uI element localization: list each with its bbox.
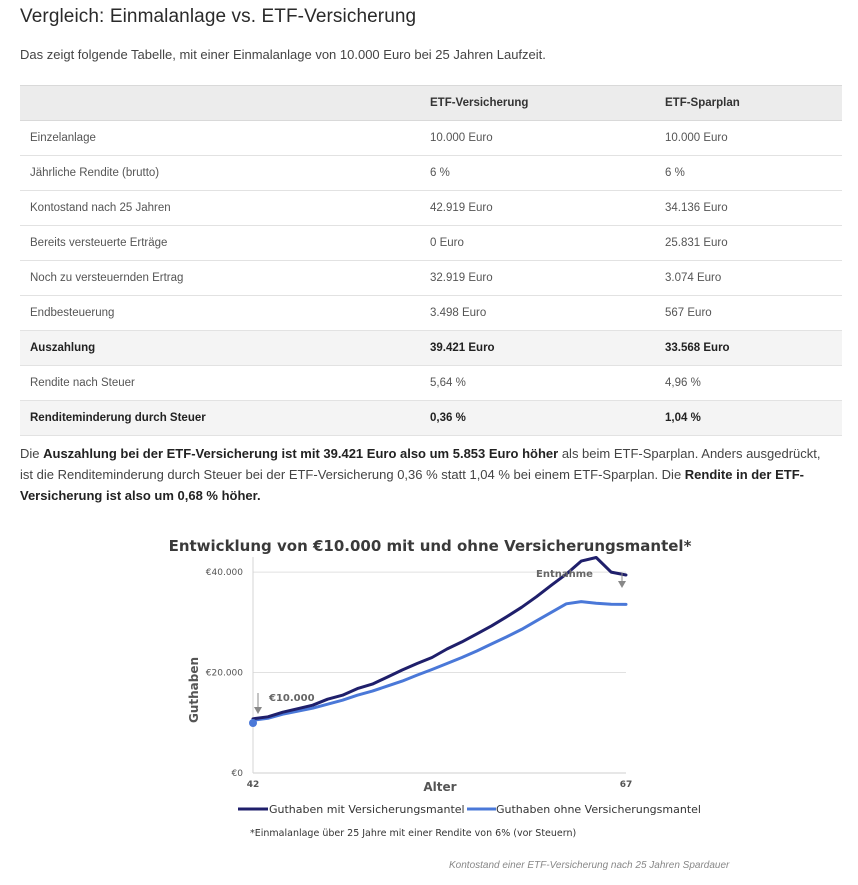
chart-legend [238, 803, 701, 816]
table-row [20, 156, 842, 191]
summary-text-1: Die [20, 446, 44, 461]
header-cell-etf-sparplan: ETF-Sparplan [655, 86, 842, 121]
annotation-entnahme-label: Entnahme [536, 569, 593, 580]
row-value-versicherung: 3.498 Euro [420, 296, 655, 331]
row-label: Noch zu versteuernden Ertrag [20, 261, 420, 296]
row-value-versicherung: 5,64 % [420, 366, 655, 401]
summary-text-2: als beim ETF-Sparplan. Anders ausgedrückt, ist die Renditeminderung durch Steuer bei der ETF-Versicherung 0,36 % statt 1,04 % bei einem ETF-Sparplan. Die [20, 446, 821, 482]
comparison-table [20, 85, 842, 436]
row-label: Endbesteuerung [20, 296, 420, 331]
row-label: Jährliche Rendite (brutto) [20, 156, 420, 191]
row-value-versicherung: 42.919 Euro [420, 191, 655, 226]
row-value-sparplan: 10.000 Euro [655, 121, 842, 156]
row-value-versicherung: 32.919 Euro [420, 261, 655, 296]
arrow-down-icon [254, 707, 262, 714]
row-label: Auszahlung [20, 331, 420, 366]
row-label: Rendite nach Steuer [20, 366, 420, 401]
intro-text: Das zeigt folgende Tabelle, mit einer Einmalanlage von 10.000 Euro bei 25 Jahren Laufzeit. [20, 47, 546, 62]
table-row [20, 226, 842, 261]
table-row [20, 191, 842, 226]
chart-footnote: *Einmalanlage über 25 Jahre mit einer Rendite von 6% (vor Steuern) [250, 828, 577, 839]
row-label: Einzelanlage [20, 121, 420, 156]
row-value-versicherung: 10.000 Euro [420, 121, 655, 156]
row-value-sparplan: 3.074 Euro [655, 261, 842, 296]
row-value-versicherung: 0,36 % [420, 401, 655, 436]
row-value-sparplan: 25.831 Euro [655, 226, 842, 261]
y-tick-label: €40.000 [205, 568, 243, 579]
row-value-sparplan: 4,96 % [655, 366, 842, 401]
annotation-start-label: €10.000 [269, 693, 315, 704]
row-value-versicherung: 0 Euro [420, 226, 655, 261]
row-label: Kontostand nach 25 Jahren [20, 191, 420, 226]
row-value-sparplan: 6 % [655, 156, 842, 191]
table-header-row [20, 86, 842, 121]
row-value-versicherung: 6 % [420, 156, 655, 191]
row-label: Renditeminderung durch Steuer [20, 401, 420, 436]
row-value-sparplan: 34.136 Euro [655, 191, 842, 226]
x-axis-label: Alter [423, 780, 457, 794]
row-value-sparplan: 33.568 Euro [655, 331, 842, 366]
row-label: Bereits versteuerte Erträge [20, 226, 420, 261]
y-tick-label: €20.000 [205, 668, 243, 679]
x-tick-label: 67 [619, 780, 633, 790]
summary-bold-1: Auszahlung bei der ETF-Versicherung ist mit 39.421 Euro also um 5.853 Euro höher [43, 446, 559, 461]
header-cell-empty [20, 86, 420, 121]
row-value-sparplan: 567 Euro [655, 296, 842, 331]
row-value-versicherung: 39.421 Euro [420, 331, 655, 366]
table-row-renditeminderung [20, 401, 842, 436]
chart-title: Entwicklung von €10.000 mit und ohne Versicherungsmantel* [168, 537, 692, 555]
start-point-marker [249, 719, 257, 727]
table-row [20, 121, 842, 156]
y-tick-label: €0 [231, 769, 243, 779]
table-row [20, 296, 842, 331]
arrow-down-icon [618, 581, 626, 588]
header-cell-etf-versicherung: ETF-Versicherung [420, 86, 655, 121]
legend-label-ohne: Guthaben ohne Versicherungsmantel [496, 803, 701, 816]
table-row [20, 261, 842, 296]
section-heading: Vergleich: Einmalanlage vs. ETF-Versicherung [20, 6, 417, 27]
y-axis-label: Guthaben [187, 656, 201, 724]
summary-paragraph [20, 443, 835, 506]
summary-bold-2: Rendite in der ETF-Versicherung ist also um 0,68 % höher. [20, 467, 804, 503]
x-tick-label: 42 [246, 780, 260, 790]
line-chart [168, 525, 701, 855]
table-row-auszahlung [20, 331, 842, 366]
table-row [20, 366, 842, 401]
legend-label-mit: Guthaben mit Versicherungsmantel [269, 803, 465, 816]
row-value-sparplan: 1,04 % [655, 401, 842, 436]
image-caption: Kontostand einer ETF-Versicherung nach 25 Jahren Spardauer [449, 860, 730, 871]
